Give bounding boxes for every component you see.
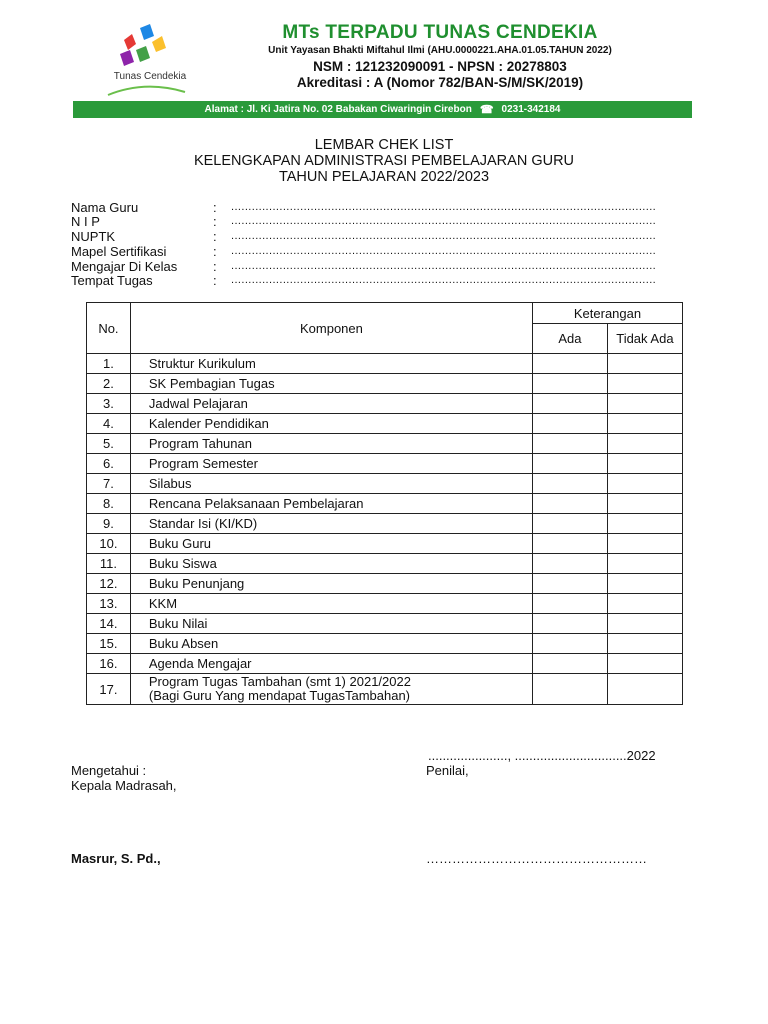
field-dots[interactable]: ........................................................................................................................... — [231, 215, 657, 227]
nsm-npsn: NSM : 121232090091 - NPSN : 20278803 — [313, 59, 567, 74]
row-no: 7. — [87, 474, 131, 494]
row-komponen: Jadwal Pelajaran — [130, 394, 532, 414]
table-row — [87, 454, 683, 474]
row-no: 8. — [87, 494, 131, 514]
row-no: 15. — [87, 634, 131, 654]
row-no: 3. — [87, 394, 131, 414]
school-logo — [100, 20, 200, 100]
tidak-ada-cell[interactable] — [607, 534, 682, 554]
tidak-ada-cell[interactable] — [607, 614, 682, 634]
ada-cell[interactable] — [533, 654, 608, 674]
phone-number: 0231-342184 — [501, 104, 561, 115]
field-label: Mengajar Di Kelas — [71, 258, 178, 274]
table-row — [87, 634, 683, 654]
table-row — [87, 654, 683, 674]
field-tempat-tugas — [71, 273, 681, 287]
row-komponen: Silabus — [130, 474, 532, 494]
field-colon: : — [213, 243, 217, 259]
field-nip — [71, 214, 681, 228]
row-komponen: Buku Absen — [130, 634, 532, 654]
tidak-ada-cell[interactable] — [607, 634, 682, 654]
row-no: 12. — [87, 574, 131, 594]
table-row — [87, 554, 683, 574]
tidak-ada-cell[interactable] — [607, 414, 682, 434]
ada-cell[interactable] — [533, 454, 608, 474]
row-komponen-line-2: (Bagi Guru Yang mendapat TugasTambahan) — [148, 688, 411, 703]
table-row — [87, 414, 683, 434]
field-dots[interactable]: ........................................................................................................................... — [231, 201, 657, 213]
kepala-name: Masrur, S. Pd., — [71, 851, 161, 866]
row-no: 17. — [87, 674, 131, 705]
row-no: 16. — [87, 654, 131, 674]
penilai-label: Penilai, — [426, 763, 469, 778]
row-komponen: Program Tahunan — [130, 434, 532, 454]
date-line: ......................, ...............................2022 — [428, 748, 656, 763]
ada-cell[interactable] — [533, 374, 608, 394]
address-bar — [73, 101, 692, 118]
table-row — [87, 614, 683, 634]
tidak-ada-cell[interactable] — [607, 434, 682, 454]
checklist-table — [86, 302, 683, 705]
tidak-ada-cell[interactable] — [607, 574, 682, 594]
row-no: 10. — [87, 534, 131, 554]
ada-cell[interactable] — [533, 434, 608, 454]
row-komponen: Struktur Kurikulum — [130, 354, 532, 374]
ada-cell[interactable] — [533, 554, 608, 574]
ada-cell[interactable] — [533, 494, 608, 514]
row-no: 1. — [87, 354, 131, 374]
tidak-ada-cell[interactable] — [607, 674, 682, 705]
tidak-ada-cell[interactable] — [607, 474, 682, 494]
field-nuptk — [71, 229, 681, 243]
row-komponen: Buku Guru — [130, 534, 532, 554]
field-colon: : — [213, 199, 217, 215]
field-colon: : — [213, 228, 217, 244]
ada-cell[interactable] — [533, 594, 608, 614]
row-komponen: SK Pembagian Tugas — [130, 374, 532, 394]
ada-cell[interactable] — [533, 394, 608, 414]
ada-cell[interactable] — [533, 474, 608, 494]
field-dots[interactable]: ........................................................................................................................... — [231, 245, 657, 257]
row-komponen: Buku Siswa — [130, 554, 532, 574]
table-row — [87, 494, 683, 514]
field-label: N I P — [71, 213, 100, 229]
table-row — [87, 534, 683, 554]
school-unit: Unit Yayasan Bhakti Miftahul Ilmi (AHU.0000221.AHA.01.05.TAHUN 2022) — [268, 45, 612, 56]
header-keterangan: Keterangan — [533, 303, 683, 324]
tidak-ada-cell[interactable] — [607, 514, 682, 534]
penilai-name-line: …………………………………………… — [426, 851, 647, 866]
address-text: Alamat : Jl. Ki Jatira No. 02 Babakan Ciwaringin Cirebon — [204, 104, 472, 115]
row-komponen: Buku Nilai — [130, 614, 532, 634]
field-mengajar-di-kelas — [71, 259, 681, 273]
field-label: NUPTK — [71, 228, 116, 244]
title-line-3: TAHUN PELAJARAN 2022/2023 — [278, 169, 490, 185]
table-row — [87, 574, 683, 594]
table-row — [87, 374, 683, 394]
row-komponen: KKM — [130, 594, 532, 614]
field-nama-guru — [71, 200, 681, 214]
akreditasi: Akreditasi : A (Nomor 782/BAN-S/M/SK/2019) — [296, 75, 584, 90]
ada-cell[interactable] — [533, 614, 608, 634]
tidak-ada-cell[interactable] — [607, 454, 682, 474]
ada-cell[interactable] — [533, 574, 608, 594]
header-no: No. — [87, 303, 131, 354]
title-line-2: KELENGKAPAN ADMINISTRASI PEMBELAJARAN GURU — [193, 153, 575, 169]
header-ada: Ada — [533, 324, 608, 354]
kepala-madrasah-label: Kepala Madrasah, — [71, 778, 177, 793]
tidak-ada-cell[interactable] — [607, 494, 682, 514]
row-no: 9. — [87, 514, 131, 534]
row-komponen: Agenda Mengajar — [130, 654, 532, 674]
field-label: Mapel Sertifikasi — [71, 243, 167, 259]
logo-text: Tunas Cendekia — [113, 71, 187, 82]
field-label: Tempat Tugas — [71, 272, 153, 288]
row-komponen — [130, 674, 532, 705]
ada-cell[interactable] — [533, 514, 608, 534]
table-row — [87, 354, 683, 374]
table-row — [87, 474, 683, 494]
row-komponen: Standar Isi (KI/KD) — [130, 514, 532, 534]
tidak-ada-cell[interactable] — [607, 554, 682, 574]
tidak-ada-cell[interactable] — [607, 654, 682, 674]
field-dots[interactable]: ........................................................................................................................... — [231, 230, 657, 242]
table-row — [87, 674, 683, 705]
ada-cell[interactable] — [533, 354, 608, 374]
tidak-ada-cell[interactable] — [607, 374, 682, 394]
field-label: Nama Guru — [71, 199, 139, 215]
header-komponen: Komponen — [130, 303, 532, 354]
phone-icon: ☎ — [479, 104, 494, 116]
field-mapel-sertifikasi — [71, 244, 681, 258]
ada-cell[interactable] — [533, 674, 608, 705]
field-dots[interactable]: ........................................................................................................................... — [231, 274, 657, 286]
row-no: 6. — [87, 454, 131, 474]
row-no: 5. — [87, 434, 131, 454]
row-komponen: Kalender Pendidikan — [130, 414, 532, 434]
field-colon: : — [213, 213, 217, 229]
field-dots[interactable]: ........................................................................................................................... — [231, 260, 657, 272]
ada-cell[interactable] — [533, 634, 608, 654]
field-colon: : — [213, 272, 217, 288]
table-row — [87, 594, 683, 614]
row-komponen-line-1: Program Tugas Tambahan (smt 1) 2021/2022 — [148, 674, 411, 689]
header-tidak-ada: Tidak Ada — [607, 324, 682, 354]
table-row — [87, 394, 683, 414]
table-row — [87, 514, 683, 534]
table-row — [87, 434, 683, 454]
tidak-ada-cell[interactable] — [607, 394, 682, 414]
row-no: 13. — [87, 594, 131, 614]
row-komponen: Buku Penunjang — [130, 574, 532, 594]
field-colon: : — [213, 258, 217, 274]
row-no: 4. — [87, 414, 131, 434]
row-no: 11. — [87, 554, 131, 574]
mengetahui-label: Mengetahui : — [71, 763, 147, 778]
title-line-1: LEMBAR CHEK LIST — [314, 137, 454, 153]
school-name: MTs TERPADU TUNAS CENDEKIA — [282, 22, 598, 43]
row-komponen: Program Semester — [130, 454, 532, 474]
ada-cell[interactable] — [533, 414, 608, 434]
row-komponen: Rencana Pelaksanaan Pembelajaran — [130, 494, 532, 514]
row-no: 14. — [87, 614, 131, 634]
tidak-ada-cell[interactable] — [607, 594, 682, 614]
row-no: 2. — [87, 374, 131, 394]
ada-cell[interactable] — [533, 534, 608, 554]
tidak-ada-cell[interactable] — [607, 354, 682, 374]
